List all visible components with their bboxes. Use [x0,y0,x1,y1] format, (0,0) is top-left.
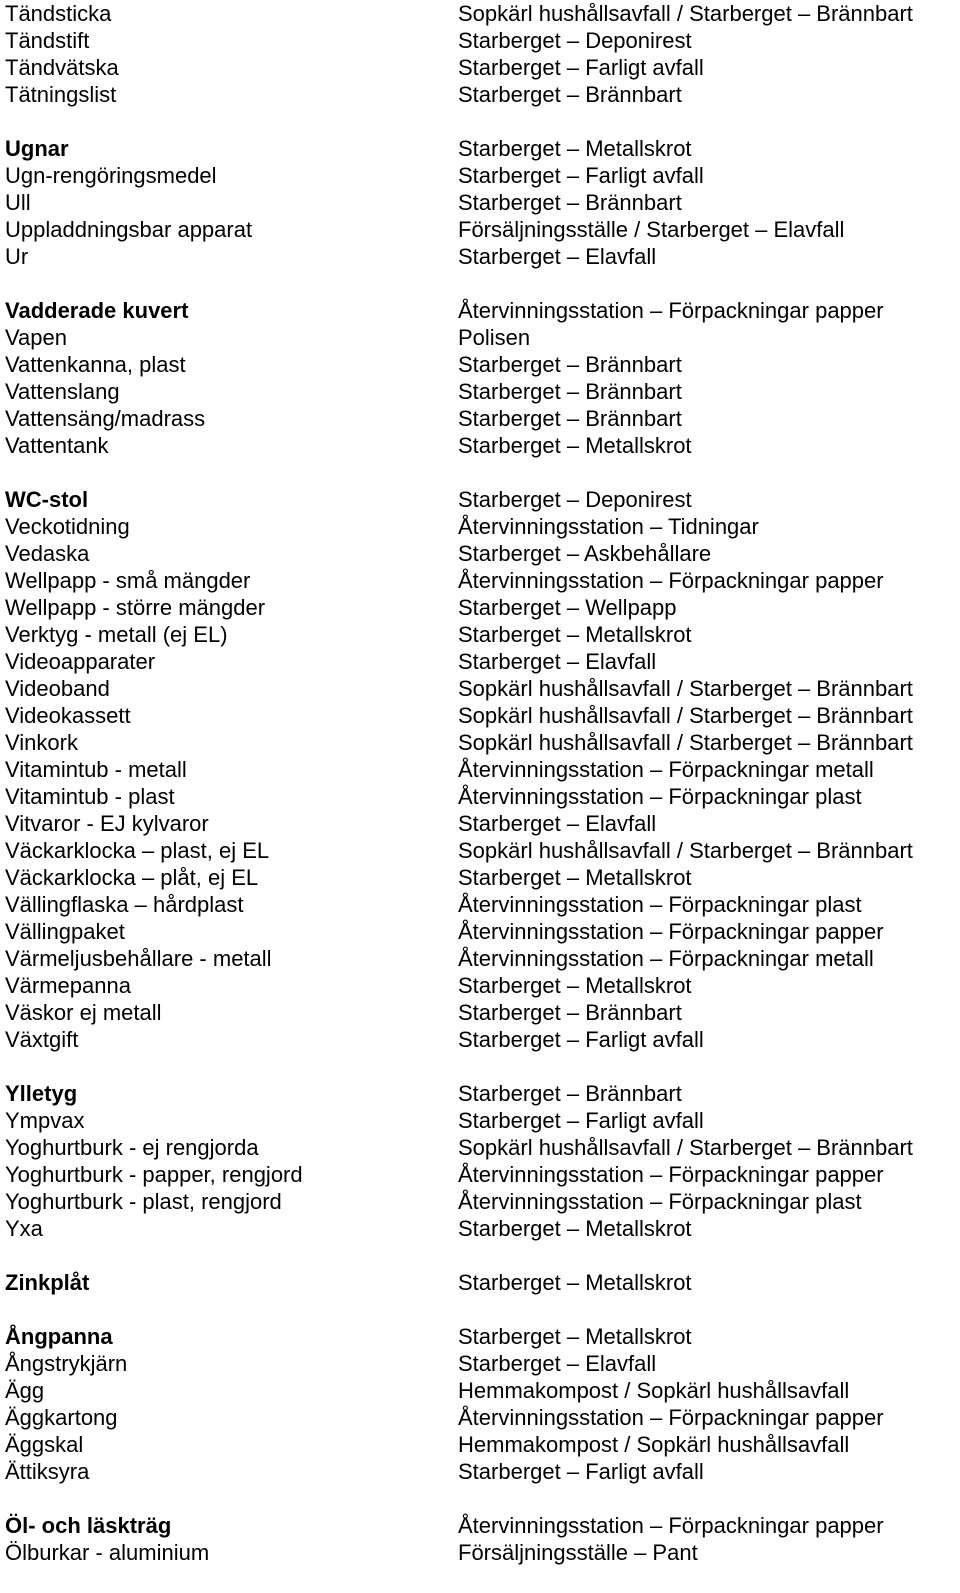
item-destination: Sopkärl hushållsavfall / Starberget – Brännbart [458,1135,913,1160]
section-spacer [0,1296,960,1323]
section [0,135,960,270]
item-destination: Sopkärl hushållsavfall / Starberget – Brännbart [458,838,913,863]
list-item [0,810,960,837]
item-name: Yoghurtburk - ej rengjorda [5,1135,259,1160]
list-item [0,999,960,1026]
item-destination: Starberget – Askbehållare [458,541,712,566]
list-item [0,0,960,27]
list-item [0,702,960,729]
item-name: Vedaska [5,541,90,566]
section-spacer [0,108,960,135]
list-item [0,1107,960,1134]
item-name: Videoband [5,676,110,701]
list-item [0,243,960,270]
item-name: Verktyg - metall (ej EL) [5,622,228,647]
item-name: Yoghurtburk - plast, rengjord [5,1189,282,1214]
item-name: Vattentank [5,433,109,458]
item-destination: Återvinningsstation – Förpackningar papper [458,1513,884,1538]
item-name: Väckarklocka – plåt, ej EL [5,865,259,890]
list-item [0,1431,960,1458]
item-destination: Starberget – Brännbart [458,190,682,215]
list-item [0,54,960,81]
section-first-item-name: Ångpanna [5,1324,113,1349]
list-item [0,837,960,864]
list-item [0,1080,960,1107]
section-spacer [0,270,960,297]
item-name: Ur [5,244,29,269]
item-destination: Starberget – Farligt avfall [458,1108,704,1133]
list-item [0,81,960,108]
item-name: Ättiksyra [5,1459,90,1484]
list-item [0,891,960,918]
list-item [0,1323,960,1350]
list-item [0,189,960,216]
list-item [0,1350,960,1377]
item-name: Tändsticka [5,1,112,26]
list-item [0,675,960,702]
item-name: Yoghurtburk - papper, rengjord [5,1162,303,1187]
list-item [0,1539,960,1566]
item-name: Äggskal [5,1432,84,1457]
item-destination: Starberget – Metallskrot [458,973,692,998]
item-name: Vinkork [5,730,78,755]
list-item [0,1458,960,1485]
item-destination: Starberget – Metallskrot [458,622,692,647]
section-first-item-name: Öl- och läskträg [5,1513,172,1538]
item-name: Väskor ej metall [5,1000,162,1025]
item-destination: Återvinningsstation – Förpackningar papper [458,1162,884,1187]
item-destination: Försäljningsställe – Pant [458,1540,698,1565]
item-destination: Sopkärl hushållsavfall / Starberget – Brännbart [458,676,913,701]
item-name: Tätningslist [5,82,117,107]
item-name: Vitamintub - plast [5,784,175,809]
item-destination: Hemmakompost / Sopkärl hushållsavfall [458,1378,850,1403]
list-item [0,297,960,324]
item-name: Väckarklocka – plast, ej EL [5,838,270,863]
section-spacer [0,1053,960,1080]
section-spacer [0,1242,960,1269]
item-destination: Starberget – Metallskrot [458,1216,692,1241]
item-destination: Återvinningsstation – Tidningar [458,514,759,539]
item-destination: Polisen [458,325,531,350]
item-destination: Starberget – Farligt avfall [458,55,704,80]
item-destination: Starberget – Farligt avfall [458,1459,704,1484]
list-item [0,1215,960,1242]
list-item [0,432,960,459]
list-item [0,648,960,675]
section-spacer [0,459,960,486]
list-item [0,783,960,810]
section [0,1512,960,1566]
item-name: Vitvaror - EJ kylvaror [5,811,209,836]
section [0,297,960,459]
list-item [0,594,960,621]
item-destination: Starberget – Elavfall [458,244,657,269]
item-destination: Starberget – Brännbart [458,82,682,107]
item-name: Vattenslang [5,379,120,404]
item-destination: Starberget – Brännbart [458,1081,682,1106]
section-first-item-name: Vadderade kuvert [5,298,189,323]
item-name: Wellpapp - större mängder [5,595,266,620]
list-item [0,162,960,189]
list-item [0,216,960,243]
list-item [0,1512,960,1539]
item-destination: Återvinningsstation – Förpackningar metall [458,757,874,782]
item-name: Värmeljusbehållare - metall [5,946,272,971]
list-item [0,756,960,783]
item-name: Veckotidning [5,514,130,539]
item-destination: Starberget – Farligt avfall [458,163,704,188]
section [0,1323,960,1485]
item-name: Ägg [5,1378,45,1403]
item-destination: Starberget – Metallskrot [458,1324,692,1349]
item-destination: Starberget – Farligt avfall [458,1027,704,1052]
item-name: Vapen [5,325,67,350]
section [0,1269,960,1296]
list-item [0,1269,960,1296]
item-destination: Återvinningsstation – Förpackningar papper [458,298,884,323]
section [0,1080,960,1242]
item-destination: Starberget – Brännbart [458,406,682,431]
item-name: Ympvax [5,1108,85,1133]
list-item [0,513,960,540]
item-destination: Återvinningsstation – Förpackningar plast [458,784,862,809]
item-destination: Starberget – Metallskrot [458,865,692,890]
list-item [0,729,960,756]
item-destination: Sopkärl hushållsavfall / Starberget – Brännbart [458,1,913,26]
item-destination: Sopkärl hushållsavfall / Starberget – Brännbart [458,703,913,728]
item-name: Värmepanna [5,973,131,998]
item-name: Ångstrykjärn [5,1351,128,1376]
item-destination: Starberget – Brännbart [458,352,682,377]
list-item [0,621,960,648]
section-first-item-name: Ugnar [5,136,69,161]
list-item [0,1134,960,1161]
list-item [0,864,960,891]
list-item [0,972,960,999]
item-name: Tändvätska [5,55,119,80]
item-name: Växtgift [5,1027,79,1052]
item-name: Yxa [5,1216,43,1241]
list-item [0,135,960,162]
item-destination: Starberget – Elavfall [458,811,657,836]
section-spacer [0,1485,960,1512]
item-destination: Starberget – Metallskrot [458,136,692,161]
item-destination: Starberget – Wellpapp [458,595,677,620]
item-destination: Starberget – Elavfall [458,649,657,674]
item-name: Tändstift [5,28,90,53]
item-name: Vitamintub - metall [5,757,187,782]
list-item [0,405,960,432]
item-destination: Försäljningsställe / Starberget – Elavfall [458,217,845,242]
item-name: Wellpapp - små mängder [5,568,251,593]
item-destination: Återvinningsstation – Förpackningar plast [458,1189,862,1214]
item-destination: Återvinningsstation – Förpackningar plast [458,892,862,917]
section-first-item-name: Ylletyg [5,1081,78,1106]
item-destination: Starberget – Elavfall [458,1351,657,1376]
list-item [0,324,960,351]
item-destination: Återvinningsstation – Förpackningar papper [458,1405,884,1430]
item-destination: Återvinningsstation – Förpackningar papper [458,919,884,944]
item-name: Äggkartong [5,1405,118,1430]
item-destination: Starberget – Metallskrot [458,433,692,458]
list-item [0,918,960,945]
section-first-item-name: WC-stol [5,487,89,512]
list-item [0,1377,960,1404]
list-item [0,1404,960,1431]
item-destination: Starberget – Brännbart [458,379,682,404]
item-name: Ugn-rengöringsmedel [5,163,217,188]
item-name: Videoapparater [5,649,156,674]
section [0,486,960,1053]
item-destination: Hemmakompost / Sopkärl hushållsavfall [458,1432,850,1457]
section-first-item-name: Zinkplåt [5,1270,90,1295]
list-item [0,1188,960,1215]
item-name: Vällingpaket [5,919,125,944]
item-name: Uppladdningsbar apparat [5,217,253,242]
list-item [0,945,960,972]
item-name: Vattenkanna, plast [5,352,186,377]
list-item [0,27,960,54]
list-item [0,486,960,513]
item-destination: Starberget – Brännbart [458,1000,682,1025]
item-destination: Starberget – Metallskrot [458,1270,692,1295]
list-item [0,567,960,594]
list-item [0,351,960,378]
item-name: Videokassett [5,703,131,728]
item-destination: Återvinningsstation – Förpackningar metall [458,946,874,971]
item-name: Ölburkar - aluminium [5,1540,210,1565]
item-destination: Starberget – Deponirest [458,28,692,53]
item-name: Ull [5,190,31,215]
list-item [0,540,960,567]
list-item [0,1026,960,1053]
section [0,0,960,108]
list-item [0,378,960,405]
item-name: Vattensäng/madrass [5,406,206,431]
item-name: Vällingflaska – hårdplast [5,892,244,917]
item-destination: Starberget – Deponirest [458,487,692,512]
item-destination: Återvinningsstation – Förpackningar papper [458,568,884,593]
list-item [0,1161,960,1188]
item-destination: Sopkärl hushållsavfall / Starberget – Brännbart [458,730,913,755]
